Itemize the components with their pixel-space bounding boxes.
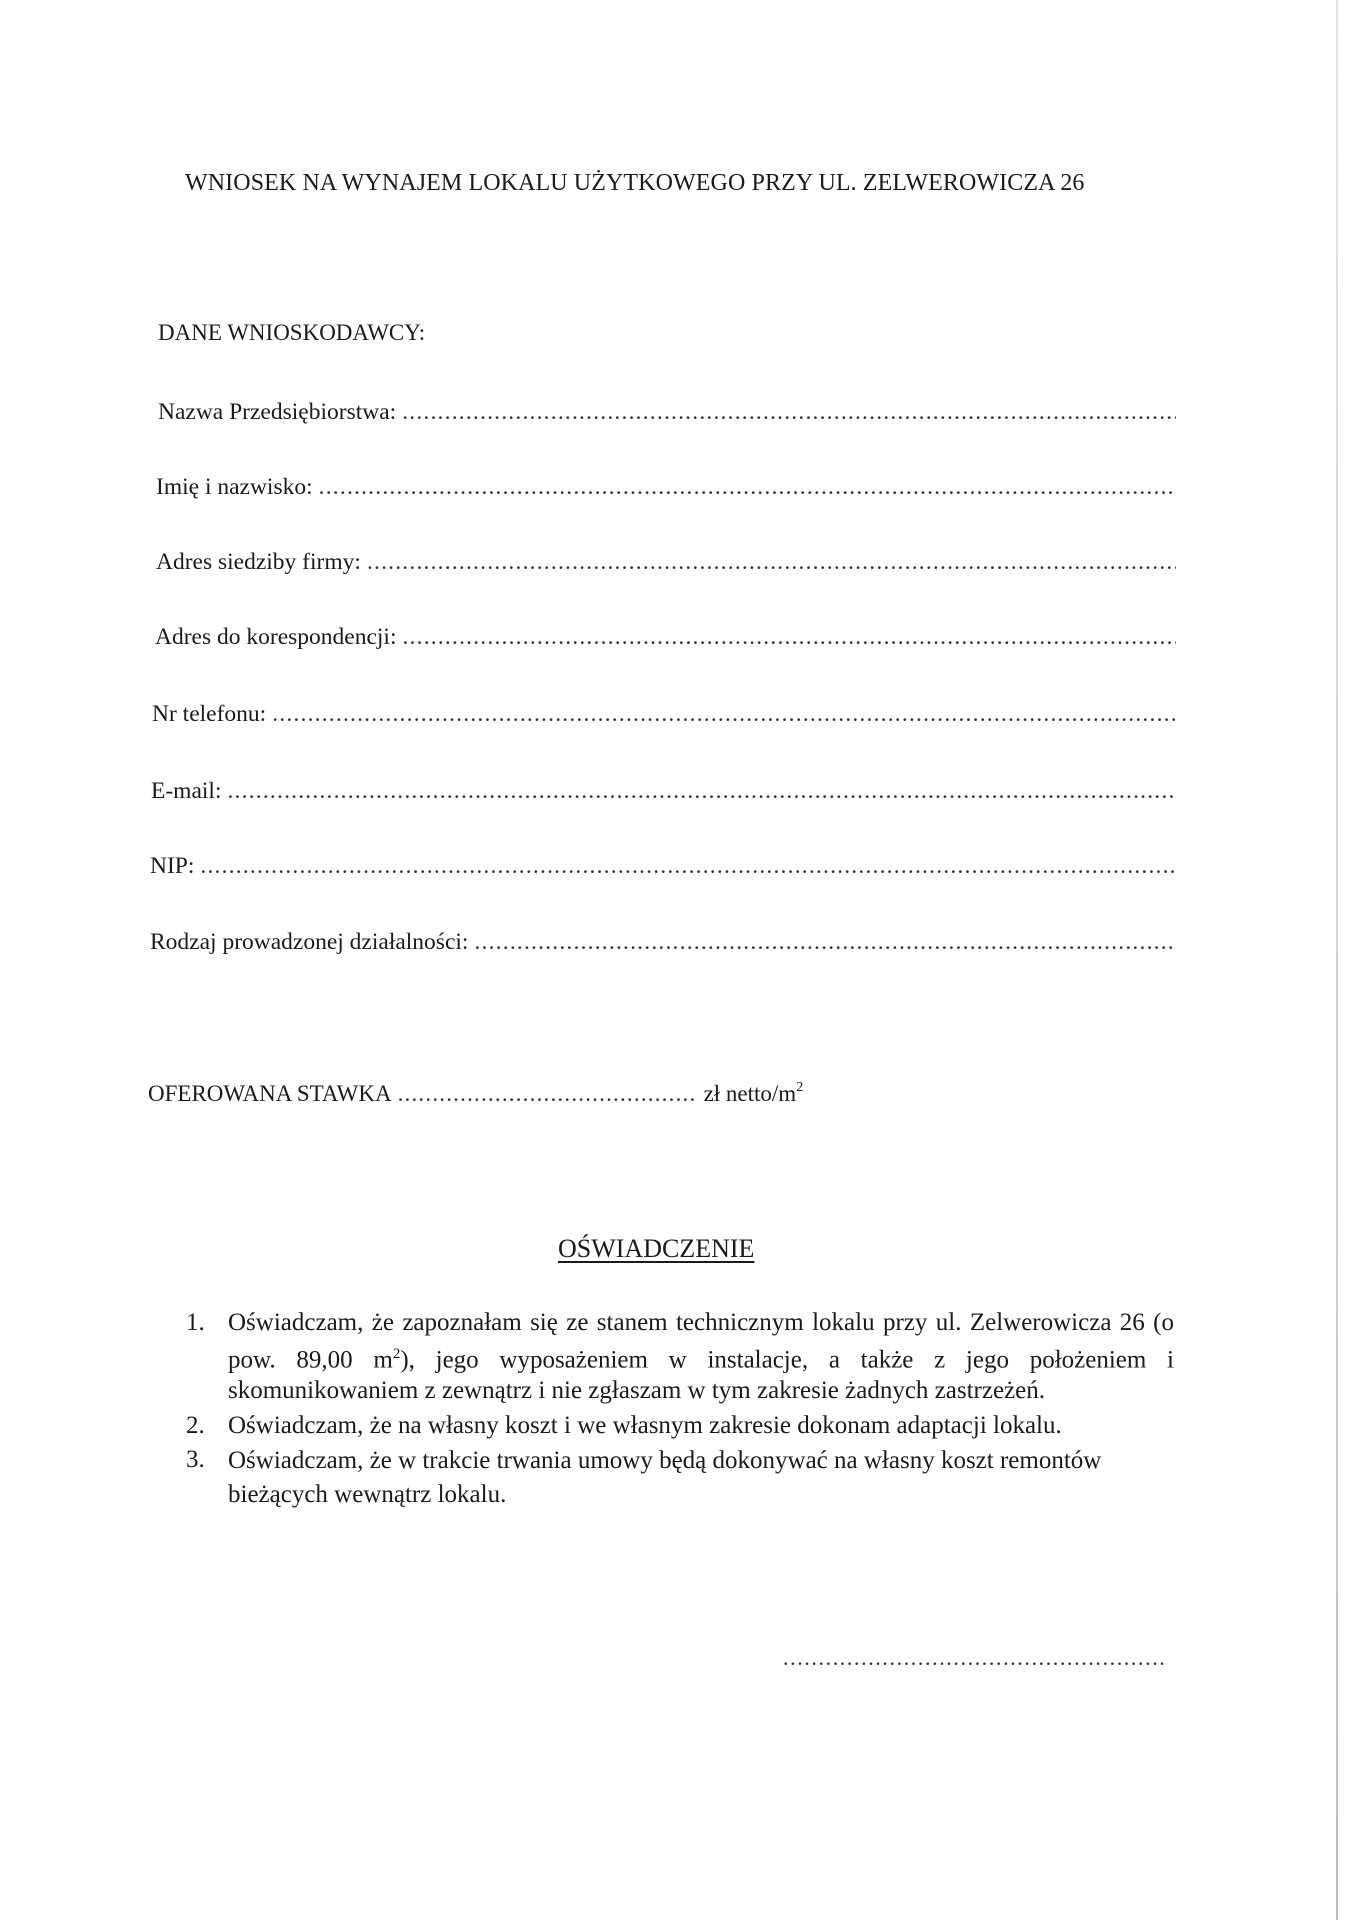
document-title: WNIOSEK NA WYNAJEM LOKALU UŻYTKOWEGO PRZY UL. ZELWEROWICZA 26 — [185, 170, 1085, 196]
field-label: Adres siedziby firmy: — [156, 549, 361, 575]
scan-edge-shadow — [1336, 0, 1338, 1920]
declaration-item — [186, 1410, 1174, 1442]
fill-in-line[interactable] — [272, 701, 1176, 728]
field-label: NIP: — [150, 853, 195, 879]
field-label: Adres do korespondencji: — [155, 624, 397, 650]
applicant-section-heading: DANE WNIOSKODAWCY: — [158, 320, 426, 345]
fill-in-line[interactable] — [474, 929, 1176, 956]
field-full-name[interactable] — [156, 474, 1176, 506]
offered-rate-label: OFEROWANA STAWKA — [148, 1081, 392, 1106]
signature-line[interactable] — [783, 1645, 1165, 1671]
field-email[interactable] — [151, 778, 1176, 810]
field-company-name[interactable] — [158, 399, 1176, 431]
offered-rate-fill-in-line[interactable] — [398, 1081, 698, 1107]
field-correspondence-address[interactable] — [155, 624, 1176, 656]
declaration-list — [186, 1307, 1174, 1515]
declaration-heading: OŚWIADCZENIE — [558, 1234, 755, 1263]
field-nip[interactable] — [150, 853, 1176, 885]
declaration-item-number: 2. — [186, 1411, 205, 1439]
declaration-item-text: Oświadczam, że na własny koszt i we własnym zakresie dokonam adaptacji lokalu. — [228, 1411, 1062, 1439]
fill-in-line[interactable] — [402, 624, 1176, 651]
declaration-item-number: 1. — [186, 1309, 205, 1336]
declaration-item — [186, 1444, 1174, 1512]
fill-in-line[interactable] — [319, 474, 1176, 501]
fill-in-line[interactable] — [402, 399, 1176, 426]
field-label: E-mail: — [151, 778, 222, 804]
field-label: Nazwa Przedsiębiorstwa: — [158, 399, 397, 425]
declaration-item — [186, 1307, 1174, 1407]
fill-in-line[interactable] — [367, 549, 1176, 576]
offered-rate-row[interactable] — [148, 1080, 803, 1107]
field-company-address[interactable] — [156, 549, 1176, 581]
field-label: Nr telefonu: — [152, 701, 267, 727]
field-phone[interactable] — [152, 701, 1176, 733]
field-business-type[interactable] — [150, 929, 1176, 961]
declaration-item-number: 3. — [186, 1446, 205, 1474]
fill-in-line[interactable] — [227, 778, 1176, 805]
fill-in-line[interactable] — [200, 853, 1176, 880]
offered-rate-unit: zł netto/$m^2$ — [703, 1080, 804, 1106]
field-label: Rodzaj prowadzonej działalności: — [150, 929, 469, 955]
declaration-item-text: Oświadczam, że zapoznałam się ze stanem technicznym lokalu przy ul. Zelwerowicza 26 (o pow. 89,00 $m^2$), jego wyposażeniem w instalacje, a także z jego położeniem i skomunikowaniem z zewnątrz i nie zgłaszam w tym zakresie żadnych zastrzeżeń. — [228, 1309, 1174, 1405]
field-label: Imię i nazwisko: — [156, 474, 313, 500]
declaration-item-text: Oświadczam, że w trakcie trwania umowy będą dokonywać na własny koszt remontów bieżących wewnątrz lokalu. — [228, 1447, 1102, 1509]
